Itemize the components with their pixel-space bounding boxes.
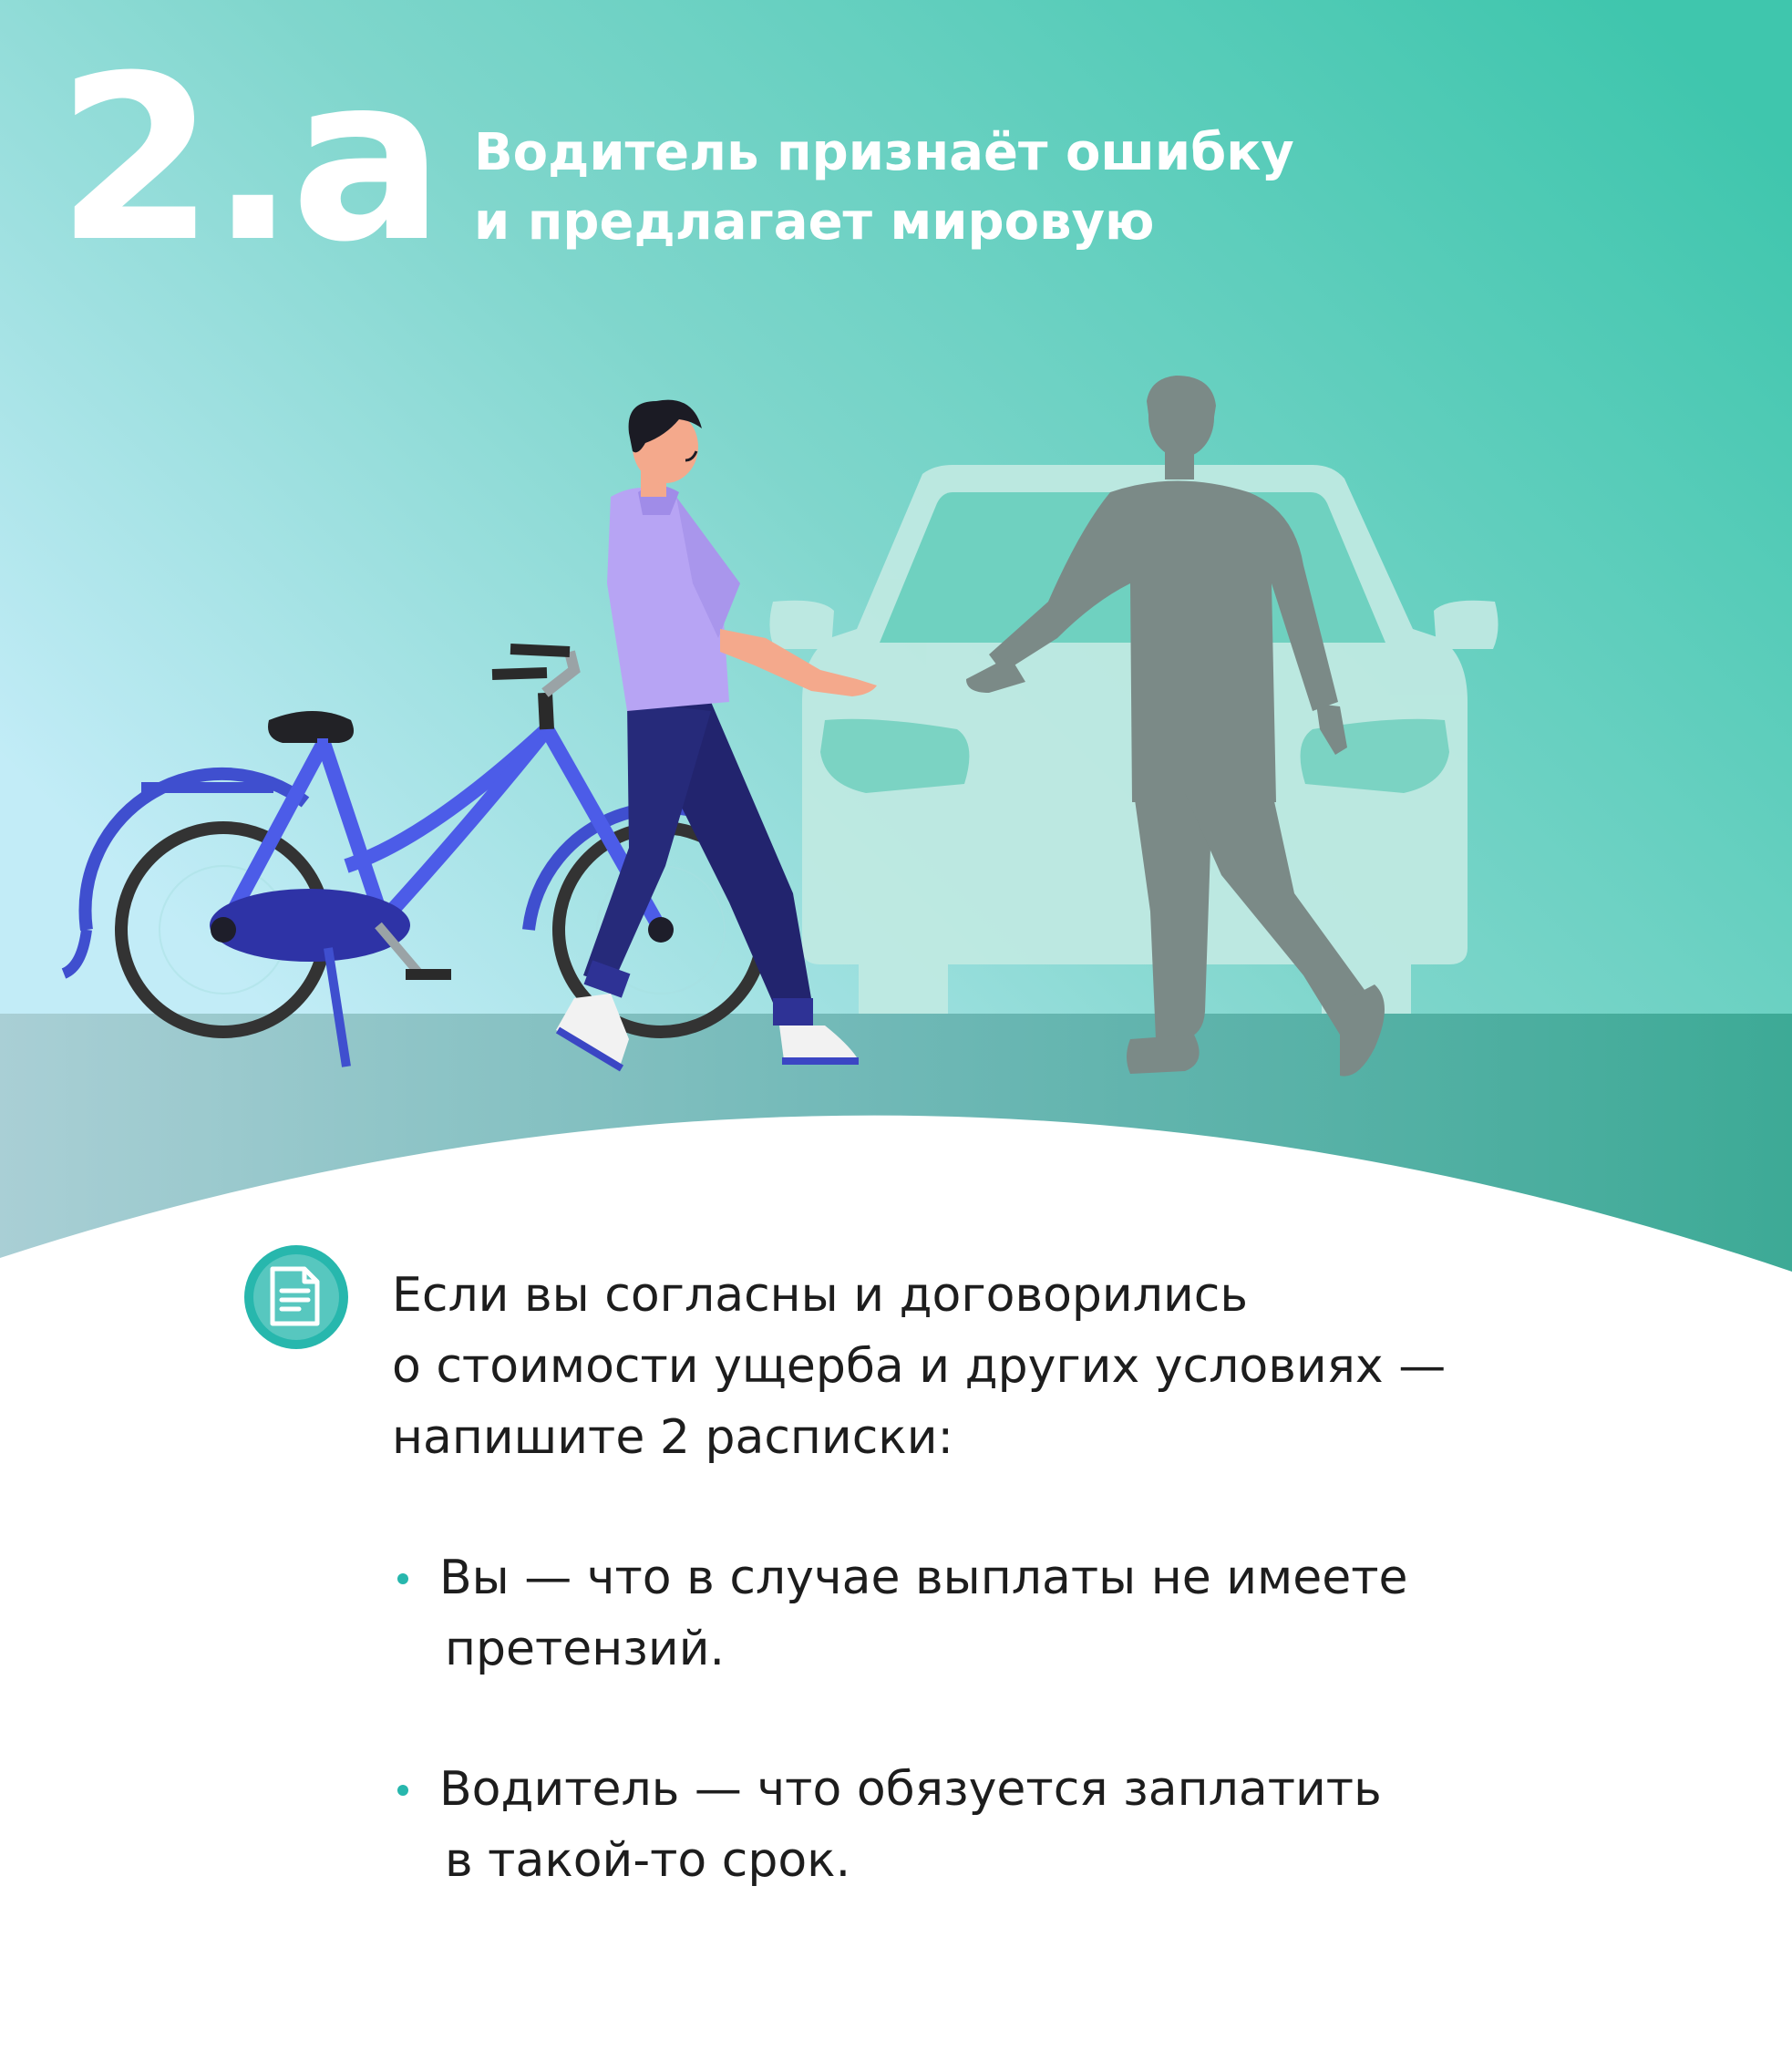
intro-line: напишите 2 расписки:	[392, 1410, 954, 1465]
page-title	[474, 119, 1294, 257]
bullet-line: в такой-то срок.	[445, 1833, 851, 1888]
step-number: 2.a	[57, 26, 439, 292]
page-title-line: Водитель признаёт ошибку	[474, 123, 1294, 182]
intro-line: о стоимости ущерба и других условиях —	[392, 1339, 1447, 1394]
bullet-dot	[397, 1785, 408, 1796]
bullet-line: Вы — что в случае выплаты не имеете	[439, 1551, 1408, 1605]
bullet-dot	[397, 1573, 408, 1584]
intro-text	[392, 1260, 1446, 1473]
intro-line: Если вы согласны и договорились	[392, 1268, 1248, 1323]
bullet-line: претензий.	[445, 1622, 726, 1676]
document-icon	[242, 1243, 350, 1351]
bullet-item	[397, 1542, 1408, 1685]
bullet-item	[397, 1754, 1382, 1896]
car-headlight-left	[820, 719, 969, 793]
bullet-line: Водитель — что обязуется заплатить	[439, 1762, 1382, 1817]
page-title-line: и предлагает мировую	[474, 192, 1155, 252]
